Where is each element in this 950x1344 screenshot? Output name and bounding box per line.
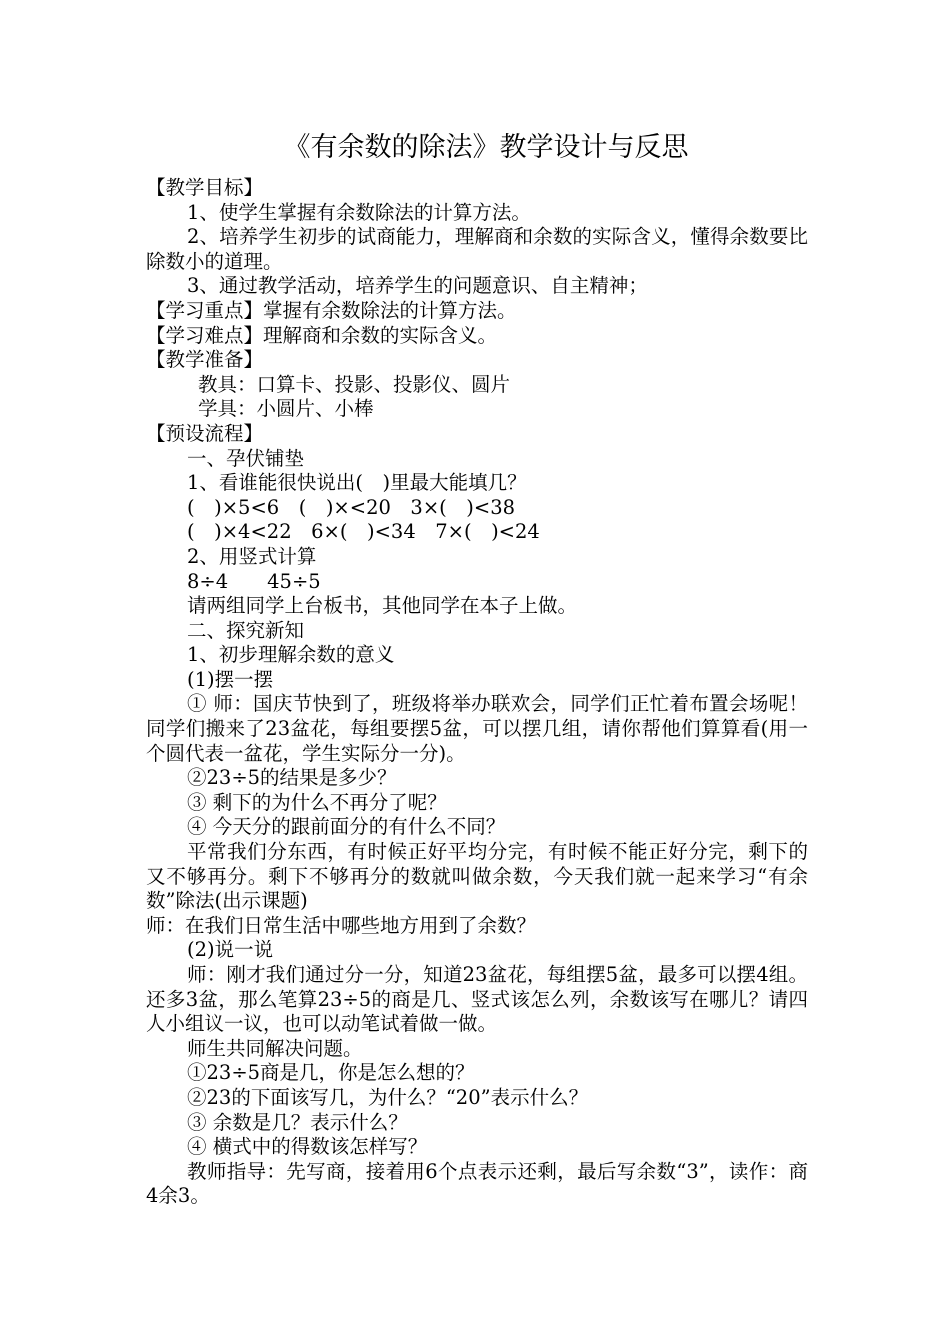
paragraph: 1、使学生掌握有余数除法的计算方法。 [187, 200, 531, 224]
paragraph: ③ 余数是几？表示什么？ [187, 1110, 408, 1134]
paragraph: ④ 横式中的得数该怎样写？ [187, 1135, 428, 1159]
paragraph: ②23的下面该写几，为什么？“20”表示什么？ [187, 1085, 589, 1109]
document-body [146, 176, 808, 1209]
paragraph: 师：刚才我们通过分一分，知道23盆花，每组摆5盆，最多可以摆4组。还多3盆，那么笔算23÷5的商是几、竖式该怎么列，余数该写在哪儿？请四人小组议一议，也可以动笔试着做一做。 [146, 963, 808, 1036]
paragraph: 一、孕伏铺垫 [187, 446, 305, 470]
paragraph: 8÷4 45÷5 [187, 569, 321, 593]
paragraph: 师：在我们日常生活中哪些地方用到了余数？ [146, 913, 537, 937]
document-title: 《有余数的除法》教学设计与反思 [283, 132, 689, 163]
paragraph: ②23÷5的结果是多少？ [187, 766, 397, 790]
paragraph: ③ 剩下的为什么不再分了呢？ [187, 790, 447, 814]
paragraph: ( )×5<6 ( )×<20 3×( )<38 [187, 495, 516, 519]
paragraph: 2、培养学生初步的试商能力，理解商和余数的实际含义，懂得余数要比除数小的道理。 [146, 225, 808, 273]
paragraph: (2)说一说 [187, 938, 274, 962]
paragraph: 【教学目标】 [146, 176, 264, 199]
paragraph: 【学习重点】掌握有余数除法的计算方法。 [146, 298, 517, 322]
paragraph: 师生共同解决问题。 [187, 1036, 363, 1060]
paragraph: 【教学准备】 [146, 348, 264, 372]
paragraph: ④ 今天分的跟前面分的有什么不同？ [187, 815, 506, 839]
paragraph: 学具：小圆片、小棒 [198, 397, 374, 421]
paragraph: 教具：口算卡、投影、投影仪、圆片 [198, 372, 511, 396]
paragraph: 教师指导：先写商，接着用6个点表示还剩，最后写余数“3”，读作：商4余3。 [146, 1159, 808, 1208]
paragraph: 【学习难点】理解商和余数的实际含义。 [146, 323, 498, 347]
paragraph: 1、初步理解余数的意义 [187, 643, 395, 667]
paragraph: 3、通过教学活动，培养学生的问题意识、自主精神； [187, 274, 648, 298]
paragraph: 【预设流程】 [146, 421, 264, 445]
paragraph: 1、看谁能很快说出( )里最大能填几？ [187, 471, 527, 495]
paragraph: ( )×4<22 6×( )<34 7×( )<24 [187, 520, 540, 544]
paragraph: ① 师：国庆节快到了，班级将举办联欢会，同学们正忙着布置会场呢！同学们搬来了23盆花，每组要摆5盆，可以摆几组，请你帮他们算算看(用一个圆代表一盆花，学生实际分一分)。 [146, 692, 808, 765]
paragraph: 2、用竖式计算 [187, 544, 317, 568]
document-page [146, 128, 808, 1209]
paragraph: 请两组同学上台板书，其他同学在本子上做。 [187, 594, 578, 618]
paragraph: (1)摆一摆 [187, 667, 274, 691]
paragraph: 平常我们分东西，有时候正好平均分完，有时候不能正好分完，剩下的又不够再分。剩下不够再分的数就叫做余数，今天我们就一起来学习“有余数”除法(出示课题) [146, 840, 808, 913]
paragraph: 二、探究新知 [187, 618, 305, 642]
paragraph: ①23÷5商是几，你是怎么想的？ [187, 1061, 475, 1085]
